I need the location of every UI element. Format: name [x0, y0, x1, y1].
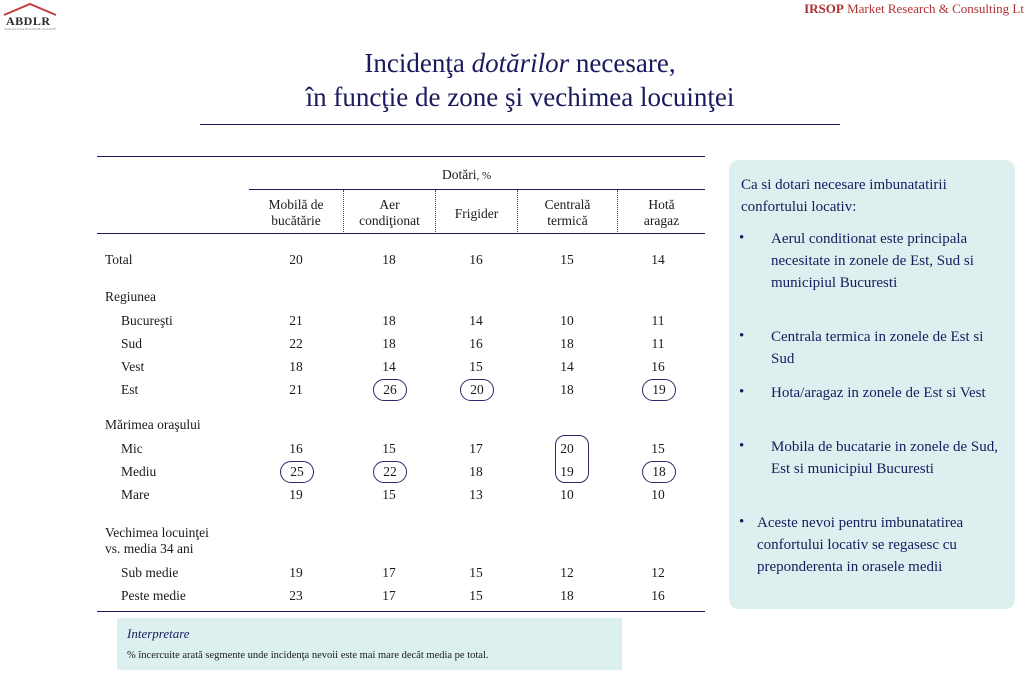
table-value: 20 — [289, 252, 303, 267]
group-header-text: Dotări — [442, 167, 477, 182]
table-value: 15 — [382, 487, 396, 502]
column-header — [249, 197, 343, 229]
column-header — [518, 197, 617, 229]
row-label: Sud — [121, 336, 143, 351]
table-value: 17 — [382, 565, 396, 580]
column-header-line: Centrală — [544, 197, 591, 212]
table-value: 10 — [560, 313, 574, 328]
table-value: 16 — [469, 252, 483, 267]
column-header — [344, 197, 435, 229]
highlight-oval-centrala-mic-mediu — [555, 435, 589, 483]
table-value: 19 — [560, 464, 574, 479]
header-bottom-rule — [97, 233, 705, 234]
note-text: % încercuite arată segmente unde incidenţa nevoii este mai mare decât media pe total. — [127, 650, 489, 661]
column-header — [436, 206, 517, 222]
table-value: 10 — [560, 487, 574, 502]
table-value: 15 — [469, 588, 483, 603]
group-header-unit: , % — [476, 170, 492, 182]
title-line-2: în funcţie de zone şi vechimea locuinţei — [305, 82, 735, 112]
table-value: 23 — [289, 588, 303, 603]
table-group-header — [442, 167, 491, 183]
table-value: 18 — [382, 336, 396, 351]
title-italic: dotărilor — [471, 48, 570, 78]
table-value: 14 — [469, 313, 483, 328]
logo-name: ABDLR — [6, 14, 51, 28]
total-label: Total — [105, 252, 133, 267]
bullet-icon: • — [739, 438, 745, 454]
table-value: 12 — [651, 565, 665, 580]
abdlr-logo — [2, 2, 82, 36]
table-value: 19 — [289, 487, 303, 502]
bullet-icon: • — [739, 230, 745, 246]
table-value-highlighted: 26 — [373, 379, 407, 401]
column-header-line: bucătărie — [271, 213, 321, 228]
table-value: 15 — [651, 441, 665, 456]
column-header — [618, 197, 705, 229]
table-value: 15 — [382, 441, 396, 456]
section-title: Vechimea locuinţei — [105, 525, 209, 540]
table-value: 14 — [560, 359, 574, 374]
table-value: 18 — [289, 359, 303, 374]
row-label: Est — [121, 382, 139, 397]
table-value: 21 — [289, 313, 303, 328]
bullet-icon: • — [739, 514, 745, 530]
table-value: 16 — [289, 441, 303, 456]
table-value: 22 — [289, 336, 303, 351]
table-value-highlighted: 20 — [460, 379, 494, 401]
conclusion-text: Hota/aragaz in zonele de Est si Vest — [771, 385, 986, 401]
table-value: 17 — [382, 588, 396, 603]
table-value: 18 — [469, 464, 483, 479]
conclusion-text: Centrala termica in zonele de Est si Sud — [771, 329, 984, 367]
table-value: 16 — [651, 359, 665, 374]
company-name — [804, 1, 1024, 17]
column-header-line: aragaz — [643, 213, 680, 228]
table-value: 18 — [560, 336, 574, 351]
table-value: 20 — [560, 441, 574, 456]
table-value-highlighted: 19 — [642, 379, 676, 401]
row-label: Vest — [121, 359, 145, 374]
table-top-rule — [97, 156, 705, 157]
title-underline — [200, 124, 840, 125]
table-value: 12 — [560, 565, 574, 580]
table-value-highlighted: 18 — [642, 461, 676, 483]
column-header-line: Frigider — [454, 206, 499, 221]
bullet-icon: • — [739, 328, 745, 344]
table-value: 16 — [651, 588, 665, 603]
table-value: 13 — [469, 487, 483, 502]
table-value: 18 — [560, 588, 574, 603]
table-value: 18 — [382, 252, 396, 267]
company-name-rest: Market Research & Consulting Lt — [847, 1, 1024, 16]
conclusion-text: Aerul conditionat este principala necesitate in zonele de Est, Sud si municipiul Bucuresti — [771, 231, 974, 291]
table-value-highlighted: 22 — [373, 461, 407, 483]
table-value: 15 — [560, 252, 574, 267]
column-header-line: condiţionat — [359, 213, 420, 228]
conclusion-text: Aceste nevoi pentru imbunatatirea confortului locativ se regasesc cu preponderenta in orasele medii — [757, 515, 964, 575]
table-value: 15 — [469, 359, 483, 374]
table-value: 18 — [382, 313, 396, 328]
title-part: necesare, — [569, 48, 676, 78]
note-title: Interpretare — [127, 626, 190, 641]
row-label: Mediu — [121, 464, 157, 479]
title-part: Incidenţa — [364, 48, 472, 78]
table-value: 21 — [289, 382, 303, 397]
logo-subtitle: ASOCIATIA BANCILOR DE LOCUINTE — [4, 27, 57, 31]
page-title — [200, 46, 840, 114]
interpretation-note — [117, 618, 622, 670]
section-subtitle: vs. media 34 ani — [105, 541, 194, 556]
group-header-rule — [249, 189, 705, 190]
row-label: Mare — [121, 487, 150, 502]
table-value: 11 — [651, 313, 665, 328]
table-bottom-rule — [97, 611, 705, 612]
bullet-icon: • — [739, 384, 745, 400]
row-label: Mic — [121, 441, 143, 456]
column-header-line: Hotă — [648, 197, 675, 212]
title-line-1 — [200, 46, 840, 80]
column-header-line: termică — [547, 213, 588, 228]
table-value: 14 — [382, 359, 396, 374]
table-value: 15 — [469, 565, 483, 580]
table-value: 17 — [469, 441, 483, 456]
table-value: 19 — [289, 565, 303, 580]
row-label: Bucureşti — [121, 313, 173, 328]
section-title: Mărimea oraşului — [105, 417, 201, 432]
table-value: 16 — [469, 336, 483, 351]
conclusions-panel — [729, 160, 1015, 609]
conclusions-intro: Ca si dotari necesare imbunatatirii confortului locativ: — [741, 177, 947, 215]
table-value: 14 — [651, 252, 665, 267]
equipment-table — [97, 156, 705, 612]
table-value: 11 — [651, 336, 665, 351]
column-header-line: Mobilă de — [268, 197, 324, 212]
table-value: 10 — [651, 487, 665, 502]
company-name-bold: IRSOP — [804, 1, 844, 16]
conclusion-text: Mobila de bucatarie in zonele de Sud, Est si municipiul Bucuresti — [771, 439, 999, 477]
row-label: Peste medie — [121, 588, 186, 603]
table-value-highlighted: 25 — [280, 461, 314, 483]
section-title: Regiunea — [105, 289, 156, 304]
column-header-line: Aer — [379, 197, 400, 212]
row-label: Sub medie — [121, 565, 179, 580]
table-value: 18 — [560, 382, 574, 397]
